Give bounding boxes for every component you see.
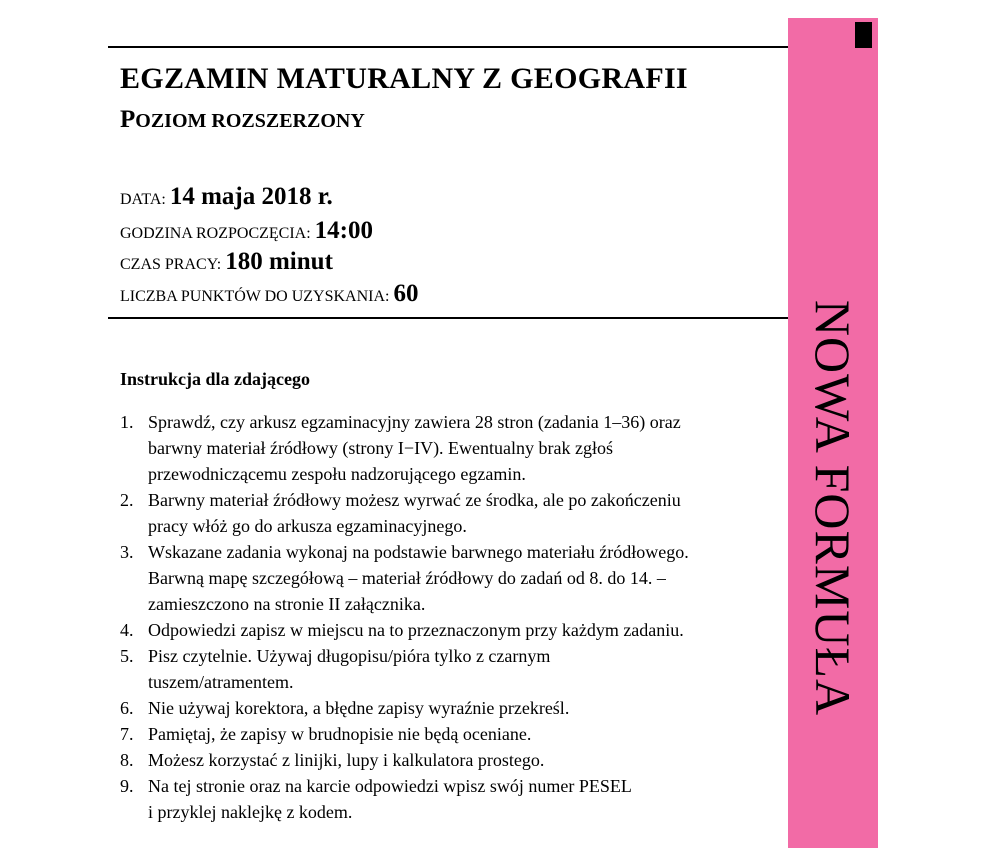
instruction-item bbox=[120, 773, 760, 825]
instructions-list bbox=[120, 409, 760, 825]
instruction-number: 3. bbox=[120, 542, 134, 562]
instruction-line: przewodniczącemu zespołu nadzorującego egzamin. bbox=[148, 464, 526, 484]
instruction-line: Barwny materiał źródłowy możesz wyrwać ze środka, ale po zakończeniu bbox=[148, 490, 681, 510]
duration-value: 180 minut bbox=[225, 248, 333, 275]
instruction-number: 9. bbox=[120, 776, 134, 796]
exam-duration bbox=[120, 248, 333, 276]
side-label: NOWA FORMUŁA bbox=[805, 299, 861, 717]
instruction-line: Wskazane zadania wykonaj na podstawie barwnego materiału źródłowego. bbox=[148, 542, 689, 562]
exam-level bbox=[120, 106, 365, 134]
exam-points bbox=[120, 280, 418, 308]
date-value: 14 maja 2018 r. bbox=[169, 183, 333, 210]
exam-level-initial: P bbox=[120, 106, 136, 133]
instruction-number: 5. bbox=[120, 646, 134, 666]
instruction-line: Pisz czytelnie. Używaj długopisu/pióra tylko z czarnym bbox=[148, 646, 551, 666]
instruction-number: 2. bbox=[120, 490, 134, 510]
date-label: DATA: bbox=[120, 191, 166, 208]
instruction-number: 8. bbox=[120, 750, 134, 770]
start-value: 14:00 bbox=[314, 217, 373, 244]
instruction-line: barwny materiał źródłowy (strony I−IV). Ewentualny brak zgłoś bbox=[148, 438, 614, 458]
instruction-number: 6. bbox=[120, 698, 134, 718]
instruction-line: zamieszczono na stronie II załącznika. bbox=[148, 594, 426, 614]
instruction-line: Na tej stronie oraz na karcie odpowiedzi wpisz swój numer PESEL bbox=[148, 776, 632, 796]
instruction-line: Barwną mapę szczegółową – materiał źródłowy do zadań od 8. do 14. – bbox=[148, 568, 666, 588]
points-value: 60 bbox=[393, 280, 419, 307]
instruction-line: Odpowiedzi zapisz w miejscu na to przeznaczonym przy każdym zadaniu. bbox=[148, 620, 684, 640]
instruction-line: Sprawdź, czy arkusz egzaminacyjny zawiera 28 stron (zadania 1–36) oraz bbox=[148, 412, 681, 432]
instruction-item bbox=[120, 409, 760, 487]
start-label: GODZINA ROZPOCZĘCIA: bbox=[120, 225, 311, 242]
corner-marker bbox=[855, 22, 872, 48]
instruction-line: Nie używaj korektora, a błędne zapisy wyraźnie przekreśl. bbox=[148, 698, 570, 718]
instruction-item bbox=[120, 643, 760, 695]
instruction-line: Pamiętaj, że zapisy w brudnopisie nie będą oceniane. bbox=[148, 724, 532, 744]
instruction-number: 4. bbox=[120, 620, 134, 640]
exam-start-time bbox=[120, 217, 373, 245]
exam-date bbox=[120, 183, 333, 211]
duration-label: CZAS PRACY: bbox=[120, 256, 222, 273]
instructions-heading: Instrukcja dla zdającego bbox=[120, 369, 310, 389]
top-divider bbox=[108, 46, 788, 48]
instruction-item bbox=[120, 539, 760, 617]
instruction-number: 7. bbox=[120, 724, 134, 744]
middle-divider bbox=[108, 317, 788, 319]
instruction-line: i przyklej naklejkę z kodem. bbox=[148, 802, 353, 822]
instruction-item bbox=[120, 487, 760, 539]
instruction-line: pracy włóż go do arkusza egzaminacyjnego. bbox=[148, 516, 467, 536]
instruction-item bbox=[120, 695, 760, 721]
instruction-item bbox=[120, 721, 760, 747]
instruction-line: tuszem/atramentem. bbox=[148, 672, 294, 692]
instruction-number: 1. bbox=[120, 412, 134, 432]
instruction-line: Możesz korzystać z linijki, lupy i kalkulatora prostego. bbox=[148, 750, 545, 770]
exam-title: EGZAMIN MATURALNY Z GEOGRAFII bbox=[120, 62, 688, 95]
points-label: LICZBA PUNKTÓW DO UZYSKANIA: bbox=[120, 288, 390, 305]
exam-level-rest: OZIOM ROZSZERZONY bbox=[135, 110, 365, 132]
instruction-item bbox=[120, 617, 760, 643]
instruction-item bbox=[120, 747, 760, 773]
